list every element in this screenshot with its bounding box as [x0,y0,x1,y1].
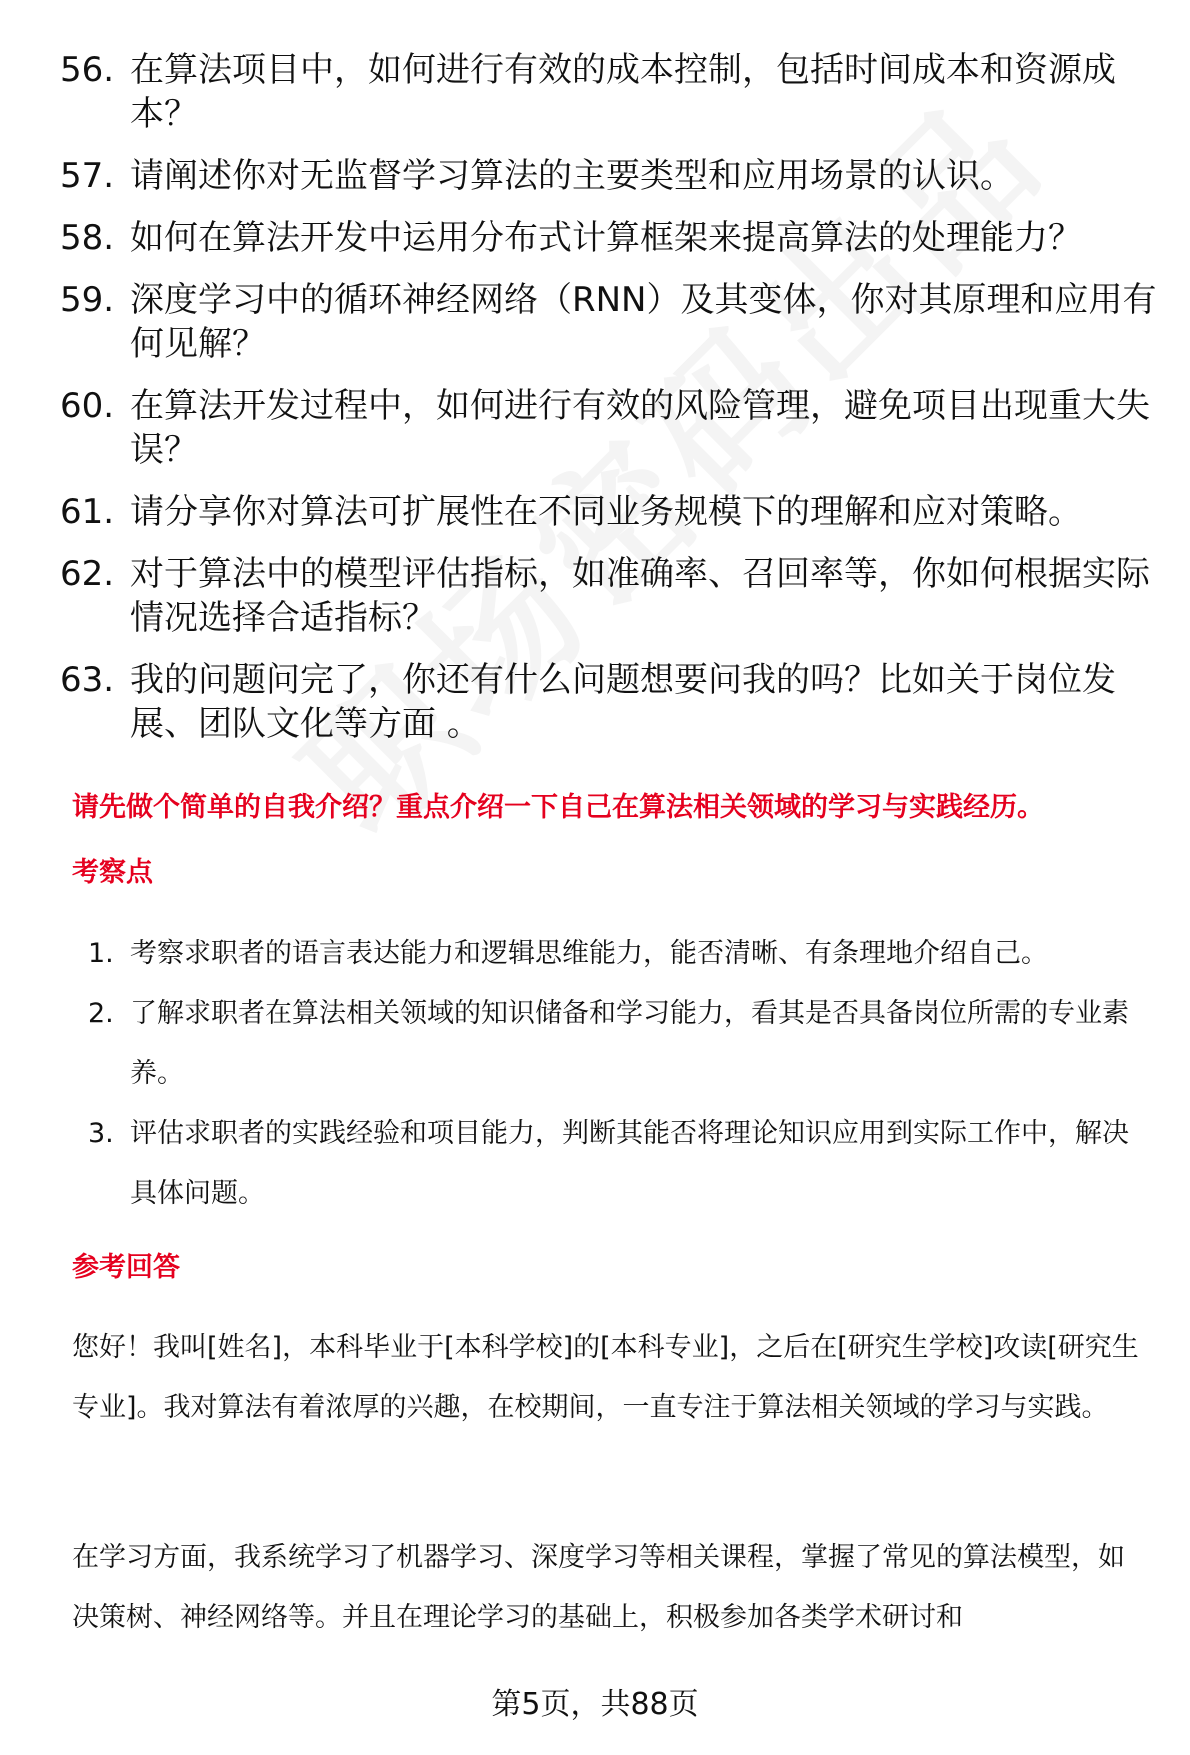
question-item [60,552,1160,640]
question-item [60,216,1160,260]
question-text: 在算法开发过程中，如何进行有效的风险管理，避免项目出现重大失误？ [130,386,1150,470]
question-number: 60. [60,386,115,426]
question-text: 在算法项目中，如何进行有效的成本控制，包括时间成本和资源成本？ [130,50,1116,134]
answer-paragraph: 在学习方面，我系统学习了机器学习、深度学习等相关课程，掌握了常见的算法模型，如决策树、神经网络等。并且在理论学习的基础上，积极参加各类学术研讨和 [72,1542,1125,1633]
assessment-point [88,1104,1148,1224]
assessment-point-text: 考察求职者的语言表达能力和逻辑思维能力，能否清晰、有条理地介绍自己。 [130,938,1048,969]
question-number: 58. [60,218,115,258]
question-number: 56. [60,50,115,90]
question-text: 我的问题问完了，你还有什么问题想要问我的吗？比如关于岗位发展、团队文化等方面 。 [130,660,1116,744]
question-text: 请阐述你对无监督学习算法的主要类型和应用场景的认识。 [130,156,1014,196]
assessment-point-number: 3. [88,1118,114,1149]
answer-paragraph: 您好！我叫[姓名]，本科毕业于[本科学校]的[本科专业]，之后在[研究生学校]攻读[研究生专业]。我对算法有着浓厚的兴趣，在校期间，一直专注于算法相关领域的学习与实践。 [72,1332,1139,1423]
assessment-points-list [88,924,1148,1224]
page-number-footer: 第5页，共88页 [491,1687,699,1722]
assessment-point-number: 2. [88,998,114,1029]
question-text: 对于算法中的模型评估指标，如准确率、召回率等，你如何根据实际情况选择合适指标？ [130,554,1150,638]
question-item [60,154,1160,198]
assessment-point [88,924,1148,984]
reference-answer-title: 参考回答 [72,1252,180,1283]
question-item [60,658,1160,746]
question-number: 61. [60,492,115,532]
assessment-point [88,984,1148,1104]
assessment-point-number: 1. [88,938,114,969]
question-text: 深度学习中的循环神经网络（RNN）及其变体，你对其原理和应用有何见解？ [130,280,1157,364]
main-question-heading: 请先做个简单的自我介绍？重点介绍一下自己在算法相关领域的学习与实践经历。 [72,792,1044,823]
question-text: 请分享你对算法可扩展性在不同业务规模下的理解和应对策略。 [130,492,1082,532]
assessment-point-text: 评估求职者的实践经验和项目能力，判断其能否将理论知识应用到实际工作中，解决具体问题。 [130,1118,1129,1209]
question-item [60,490,1160,534]
question-item [60,48,1160,136]
question-number: 62. [60,554,115,594]
question-number: 59. [60,280,115,320]
question-text: 如何在算法开发中运用分布式计算框架来提高算法的处理能力？ [130,218,1082,258]
assessment-point-text: 了解求职者在算法相关领域的知识储备和学习能力，看其是否具备岗位所需的专业素养。 [130,998,1129,1089]
question-number: 63. [60,660,115,700]
question-number: 57. [60,156,115,196]
assessment-points-title: 考察点 [72,857,153,888]
question-item [60,278,1160,366]
question-list [60,48,1160,764]
question-item [60,384,1160,472]
